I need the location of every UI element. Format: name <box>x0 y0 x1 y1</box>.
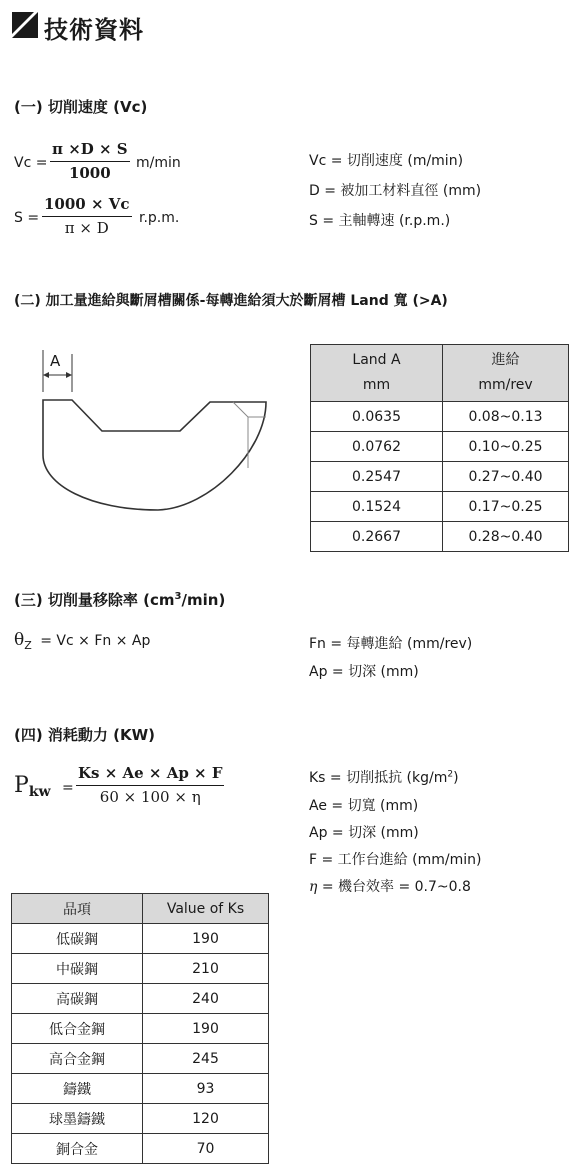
land-width-label: A <box>50 352 61 370</box>
ks-value-header: Value of Ks <box>143 894 269 924</box>
removal-rate-formula: $\theta_Z = Vc \times Fn \times Ap$ <box>14 630 151 652</box>
table-row: 低合金鋼 190 <box>12 1014 269 1044</box>
table-row: 0.1524 0.17~0.25 <box>311 492 569 522</box>
section-3-heading: (三) 切削量移除率 $(cm^3/\min)$ <box>14 591 226 609</box>
power-denominator: 60 × 100 × η <box>99 788 201 806</box>
table-row: 0.2547 0.27~0.40 <box>311 462 569 492</box>
vc-lhs: Vc = <box>14 155 48 171</box>
table-row: 球墨鑄鐵 120 <box>12 1104 269 1134</box>
legend-ap: Ap = 切深 (mm) <box>309 664 419 680</box>
table-row: 0.0635 0.08~0.13 <box>311 402 569 432</box>
legend-ap-2: Ap = 切深 (mm) <box>309 825 419 841</box>
power-numerator: Ks × Ae × Ap × F <box>76 764 224 786</box>
legend-ks: Ks = 切削抵抗 $(kg/m^2)$ <box>309 769 459 786</box>
vc-unit: m/min <box>136 155 181 171</box>
land-feed-table <box>310 344 569 552</box>
item-header: 品項 <box>12 894 143 924</box>
table-row: 0.0762 0.10~0.25 <box>311 432 569 462</box>
section-1-heading: (一) 切削速度 (Vc) <box>14 98 148 116</box>
s-denominator: π × D <box>64 219 109 237</box>
feed-header: 進給 mm/rev <box>443 345 569 402</box>
power-lhs: $P_{kw}$ <box>14 773 51 801</box>
legend-ae: Ae = 切寬 (mm) <box>309 798 419 814</box>
legend-s: S = 主軸轉速 (r.p.m.) <box>309 213 451 229</box>
table-row: 銅合金 70 <box>12 1134 269 1164</box>
legend-eta: η = 機台效率 = 0.7~0.8 <box>309 879 471 895</box>
s-fraction <box>42 195 132 237</box>
table-row: 鑄鐵 93 <box>12 1074 269 1104</box>
s-unit: r.p.m. <box>139 210 180 226</box>
table-row: 高合金鋼 245 <box>12 1044 269 1074</box>
ks-table <box>11 893 269 1164</box>
s-numerator: 1000 × Vc <box>42 195 132 217</box>
power-fraction <box>76 764 224 806</box>
table-row: 中碳鋼 210 <box>12 954 269 984</box>
vc-numerator: π ×D × S <box>50 140 130 162</box>
section-2-heading: (二) 加工量進給與斷屑槽關係-每轉進給須大於斷屑槽 Land 寬 (>A) <box>14 293 448 309</box>
vc-fraction <box>50 140 130 182</box>
land-header: Land A mm <box>311 345 443 402</box>
legend-vc: Vc = 切削速度 (m/min) <box>309 153 464 169</box>
chip-breaker-diagram <box>30 350 280 520</box>
power-equals: = <box>62 780 74 796</box>
page-title: 技術資料 <box>44 16 144 44</box>
table-row: 0.2667 0.28~0.40 <box>311 522 569 552</box>
section-4-heading: (四) 消耗動力 (KW) <box>14 726 156 744</box>
legend-f: F = 工作台進給 (mm/min) <box>309 852 482 868</box>
vc-denominator: 1000 <box>68 164 111 182</box>
legend-fn: Fn = 每轉進給 (mm/rev) <box>309 636 473 652</box>
s-lhs: S = <box>14 210 40 226</box>
legend-d: D = 被加工材料直徑 (mm) <box>309 183 482 199</box>
table-row: 低碳鋼 190 <box>12 924 269 954</box>
table-row: 高碳鋼 240 <box>12 984 269 1014</box>
triangle-marker-icon <box>12 12 38 38</box>
